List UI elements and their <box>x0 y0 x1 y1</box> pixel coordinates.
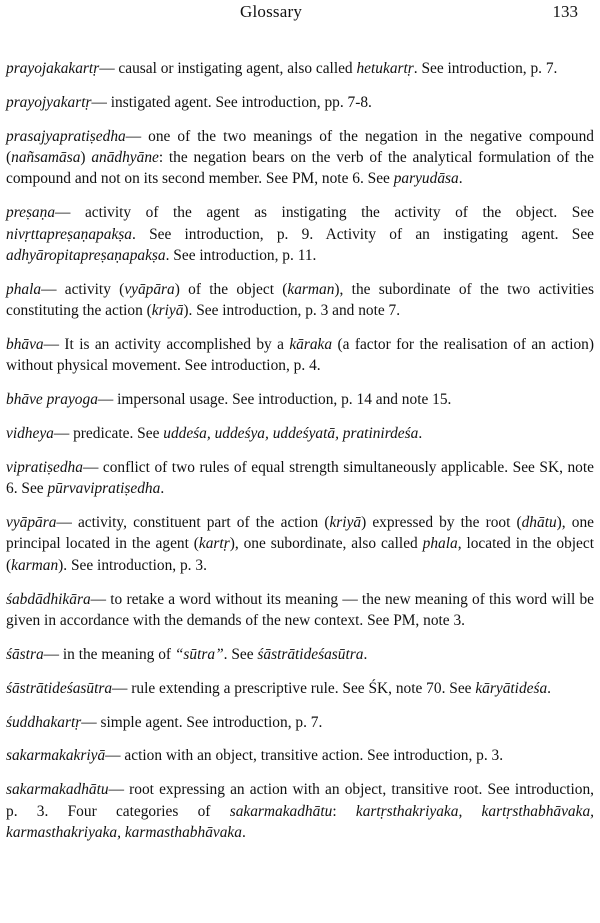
entry-italic-term: hetukartṛ <box>356 60 414 77</box>
glossary-entry <box>6 589 594 632</box>
entry-definition-text: ) expressed by the root ( <box>361 514 522 532</box>
glossary-entry <box>6 745 594 766</box>
entry-definition-text: — predicate. See <box>53 425 164 443</box>
entry-definition-text: — rule extending a prescriptive rule. See ŚK, note 70. See <box>112 679 476 697</box>
glossary-entry <box>6 779 594 843</box>
glossary-entry <box>6 334 594 377</box>
entry-term: preṣaṇa <box>6 204 56 222</box>
entry-italic-term: kāryātideśa <box>475 679 548 697</box>
entry-definition-text: ) of the object ( <box>174 280 288 298</box>
glossary-entry <box>6 712 594 733</box>
entry-italic-term: adhyāropitapreṣaṇapakṣa <box>6 246 166 264</box>
entry-italic-term: pūrvavipratiṣedha <box>47 480 161 498</box>
entry-definition-text: — impersonal usage. See introduction, p. 14 and note 15. <box>97 391 452 409</box>
entry-italic-term: uddeśa, uddeśya, uddeśyatā, pratinirdeśa <box>163 425 419 443</box>
entry-definition-text: : <box>332 802 356 820</box>
entry-definition-text: — root expressing an action with an object, transitive root. See introduction, p. 3. Four categories of <box>6 781 594 820</box>
entry-definition-text: — to retake a word without its meaning — the new meaning of this word will be given in accordance with the demands of the new context. See PM, note 3. <box>6 590 594 629</box>
entry-italic-term: dhātu <box>521 514 557 532</box>
entry-term: śabdādhikāra <box>6 590 91 608</box>
entry-italic-term: sakarmakadhātu <box>229 802 333 820</box>
entry-definition-text: — in the meaning of <box>43 645 175 663</box>
entry-term: vidheya <box>6 425 54 443</box>
entry-definition-text: : the negation bears on the verb of the analytical formulation of the compound and not on its second member. See PM, note 6. See <box>6 149 594 188</box>
entry-term: prayojakakartṛ <box>6 60 100 77</box>
entry-definition-text: — instigated agent. See introduction, pp. 7-8. <box>91 93 372 111</box>
entry-italic-term: kāraka <box>289 335 333 353</box>
entry-italic-term: “sūtra” <box>174 645 224 663</box>
entry-italic-term: phala <box>422 535 458 553</box>
entry-definition-text: — activity, constituent part of the action ( <box>56 514 330 532</box>
glossary-entry <box>6 92 594 113</box>
entry-definition-text: . See introduction, p. 11. <box>165 246 317 264</box>
entry-italic-term: paryudāsa <box>393 170 459 188</box>
entry-definition-text: ) <box>80 149 92 167</box>
entry-italic-term: kriyā <box>329 514 362 532</box>
entry-definition-text: . <box>418 425 423 443</box>
entry-term: phala <box>6 280 42 298</box>
page-number: 133 <box>552 2 578 21</box>
entry-italic-term: anādhyāne <box>91 149 159 167</box>
entry-term: sakarmakadhātu <box>6 781 109 799</box>
entry-definition-text: . <box>241 823 246 841</box>
entry-definition-text: (a factor for the realisation of an action) without physical movement. See introduction, p. 4. <box>6 335 594 375</box>
entry-term: vyāpāra <box>6 514 57 532</box>
entry-italic-term: kartṛ <box>198 535 230 553</box>
entry-definition-text: . <box>458 170 463 188</box>
glossary-entry <box>6 423 594 444</box>
running-head <box>0 0 600 40</box>
glossary-entry <box>6 644 594 665</box>
entry-definition-text: — action with an object, transitive action. See introduction, p. 3. <box>105 747 504 765</box>
glossary-entry <box>6 678 594 699</box>
glossary-entry <box>6 457 594 500</box>
glossary-entry <box>6 126 594 190</box>
entry-term: śāstrātideśasūtra <box>6 679 113 697</box>
entry-definition-text: — activity ( <box>41 280 125 298</box>
entry-definition-text: . <box>160 480 165 498</box>
glossary-entry <box>6 279 594 322</box>
entry-definition-text: — conflict of two rules of equal strength simultaneously applicable. See SK, note 6. See <box>6 458 594 498</box>
entry-definition-text: — simple agent. See introduction, p. 7. <box>81 713 323 731</box>
entry-term: śāstra <box>6 645 44 663</box>
entry-term: prasajyapratiṣedha <box>6 127 126 145</box>
entry-italic-term: nañsamāsa <box>11 149 81 167</box>
glossary-entry <box>6 389 594 410</box>
entry-term: sakarmakakriyā <box>6 747 106 765</box>
entry-definition-text: . <box>363 645 368 663</box>
entry-definition-text: — It is an activity accomplished by a <box>43 335 290 353</box>
entry-definition-text: , located in the object ( <box>6 535 594 574</box>
entry-italic-term: karman <box>287 280 335 298</box>
glossary-entry <box>6 202 594 266</box>
entry-italic-term: nivṛttapreṣaṇapakṣa <box>6 225 132 243</box>
entry-definition-text: ), the subordinate of the two activities constituting the action ( <box>6 280 594 320</box>
entry-term: śuddhakartṛ <box>6 713 82 731</box>
glossary-entry <box>6 512 594 576</box>
entry-italic-term: vyāpāra <box>124 280 175 298</box>
entry-italic-term: śāstrātideśasūtra <box>257 645 364 663</box>
entry-definition-text: ), one subordinate, also called <box>229 535 423 553</box>
glossary-entry <box>6 58 594 79</box>
entry-term: vipratiṣedha <box>6 458 83 476</box>
entry-term: prayojyakartṛ <box>6 93 92 111</box>
entry-definition-text: ), one principal located in the agent ( <box>6 514 594 553</box>
entry-definition-text: . See introduction, p. 7. <box>413 60 558 77</box>
entry-term: bhāva <box>6 335 44 353</box>
entry-definition-text: — activity of the agent as instigating the activity of the object. See <box>55 204 594 222</box>
entry-definition-text: . See <box>223 645 258 663</box>
glossary-entries <box>6 58 594 856</box>
entry-definition-text: ). See introduction, p. 3. <box>58 556 207 574</box>
entry-italic-term: karman <box>11 556 59 574</box>
entry-definition-text: ). See introduction, p. 3 and note 7. <box>183 302 401 320</box>
entry-italic-term: kriyā <box>151 302 184 320</box>
entry-definition-text: — causal or instigating agent, also called <box>99 60 357 77</box>
entry-italic-term: kartṛsthakriyaka, kartṛsthabhāvaka, karmasthakriyaka, karmasthabhāvaka <box>6 802 594 841</box>
entry-term: bhāve prayoga <box>6 391 98 409</box>
entry-definition-text: . <box>547 679 552 697</box>
entry-definition-text: — one of the two meanings of the negation in the negative compound ( <box>6 127 594 167</box>
running-title: Glossary <box>240 2 303 21</box>
entry-definition-text: . See introduction, p. 9. Activity of an instigating agent. See <box>131 225 594 243</box>
